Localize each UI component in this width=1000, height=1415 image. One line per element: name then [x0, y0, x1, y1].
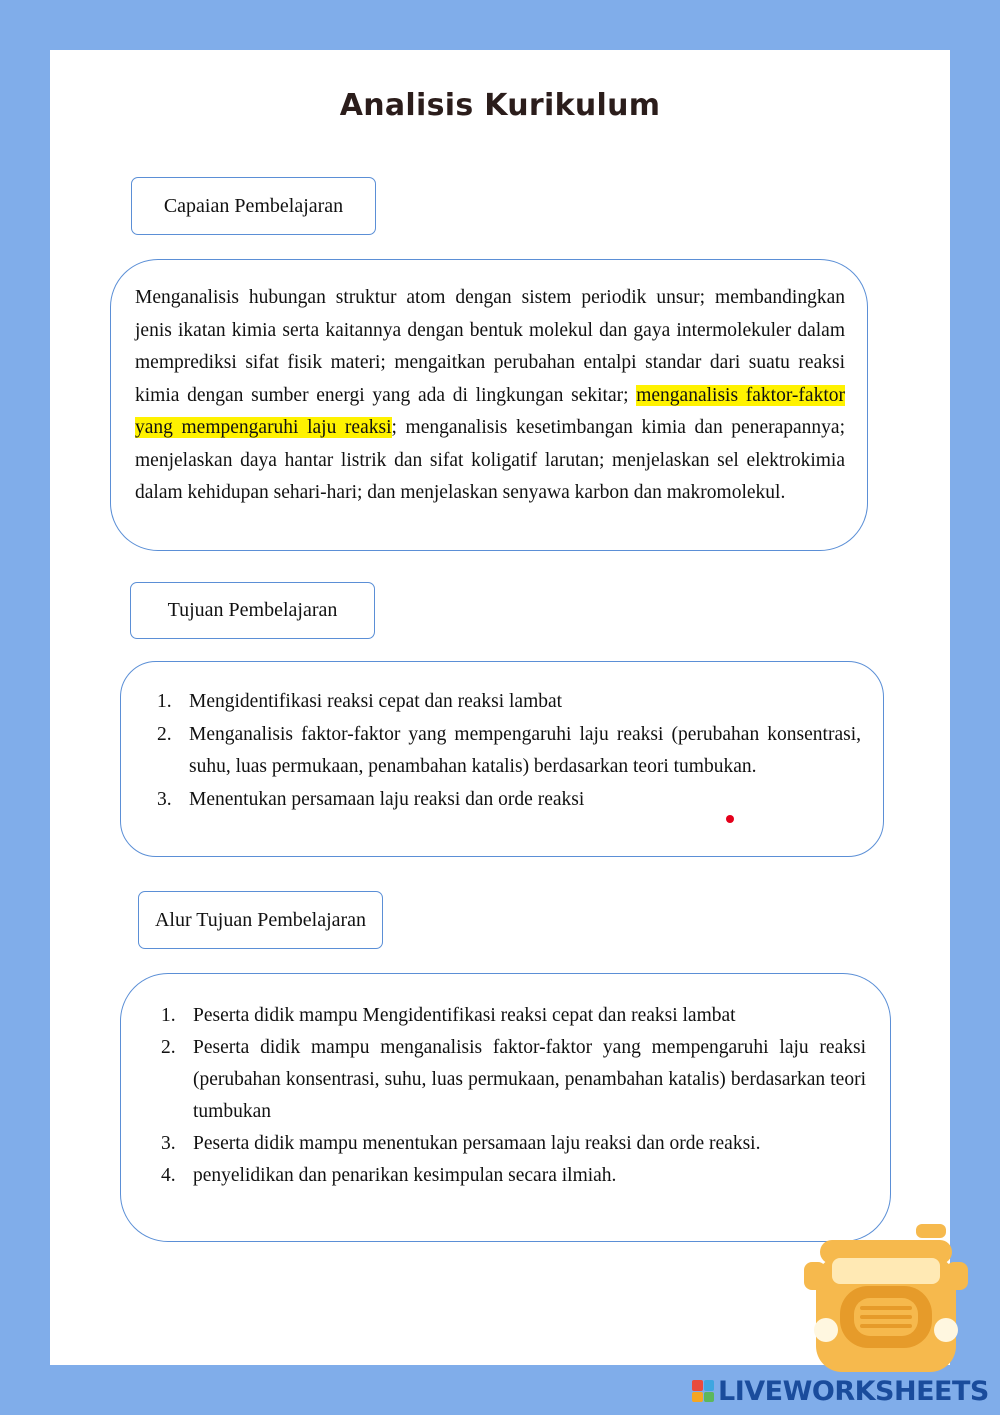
tujuan-content-box — [120, 661, 884, 857]
alur-label-box — [138, 891, 383, 949]
tujuan-list — [157, 686, 861, 816]
list-item: 1. Mengidentifikasi reaksi cepat dan reaksi lambat — [157, 691, 563, 712]
capaian-text-highlight: menganalisis faktor-faktor yang mempengaruhi laju reaksi — [135, 384, 845, 438]
brand-name: LIVEWORKSHEETS — [718, 1375, 989, 1407]
list-item: 3. Menentukan persamaan laju reaksi dan orde reaksi — [157, 788, 585, 810]
liveworksheets-logo-icon — [692, 1380, 714, 1402]
list-item: 2. Menganalisis faktor-faktor yang mempengaruhi laju reaksi (perubahan konsentrasi, suhu, luas permukaan, penambahan katalis) berdasarkan teori tumbukan. — [157, 723, 861, 777]
alur-list — [161, 1000, 866, 1192]
bus-mascot-icon — [796, 1222, 976, 1372]
capaian-content-box — [110, 259, 868, 551]
capaian-label-box — [131, 177, 376, 235]
liveworksheets-brand — [692, 1375, 989, 1407]
tujuan-label-box — [130, 582, 375, 639]
red-dot-mark — [726, 815, 734, 823]
list-item: 1. Peserta didik mampu Mengidentifikasi reaksi cepat dan reaksi lambat — [161, 1005, 736, 1026]
capaian-text-before: Menganalisis hubungan struktur atom dengan sistem periodik unsur; membandingkan jenis ikatan kimia serta kaitannya dengan bentuk molekul dan gaya intermolekuler dalam memprediksi sifat fisik materi; mengaitkan perubahan entalpi standar dari suatu reaksi kimia dengan sumber energi yang ada di lingkungan sekitar; — [135, 287, 845, 406]
list-item: 4. penyelidikan dan penarikan kesimpulan secara ilmiah. — [161, 1165, 617, 1186]
list-item: 2. Peserta didik mampu menganalisis faktor-faktor yang mempengaruhi laju reaksi (perubahan konsentrasi, suhu, luas permukaan, penambahan katalis) berdasarkan teori tumbukan — [161, 1037, 866, 1122]
list-item: 3. Peserta didik mampu menentukan persamaan laju reaksi dan orde reaksi. — [161, 1133, 761, 1154]
alur-label: Alur Tujuan Pembelajaran — [154, 908, 367, 931]
capaian-paragraph — [135, 282, 845, 510]
alur-content-box — [120, 973, 891, 1242]
capaian-text-after: ; menganalisis kesetimbangan kimia dan penerapannya; menjelaskan daya hantar listrik dan sifat koligatif larutan; menjelaskan sel elektrokimia dalam kehidupan sehari-hari; dan menjelaskan senyawa karbon dan makromolekul. — [135, 417, 845, 503]
capaian-label: Capaian Pembelajaran — [163, 194, 344, 217]
tujuan-label: Tujuan Pembelajaran — [167, 599, 338, 621]
page-title: Analisis Kurikulum — [339, 88, 661, 123]
